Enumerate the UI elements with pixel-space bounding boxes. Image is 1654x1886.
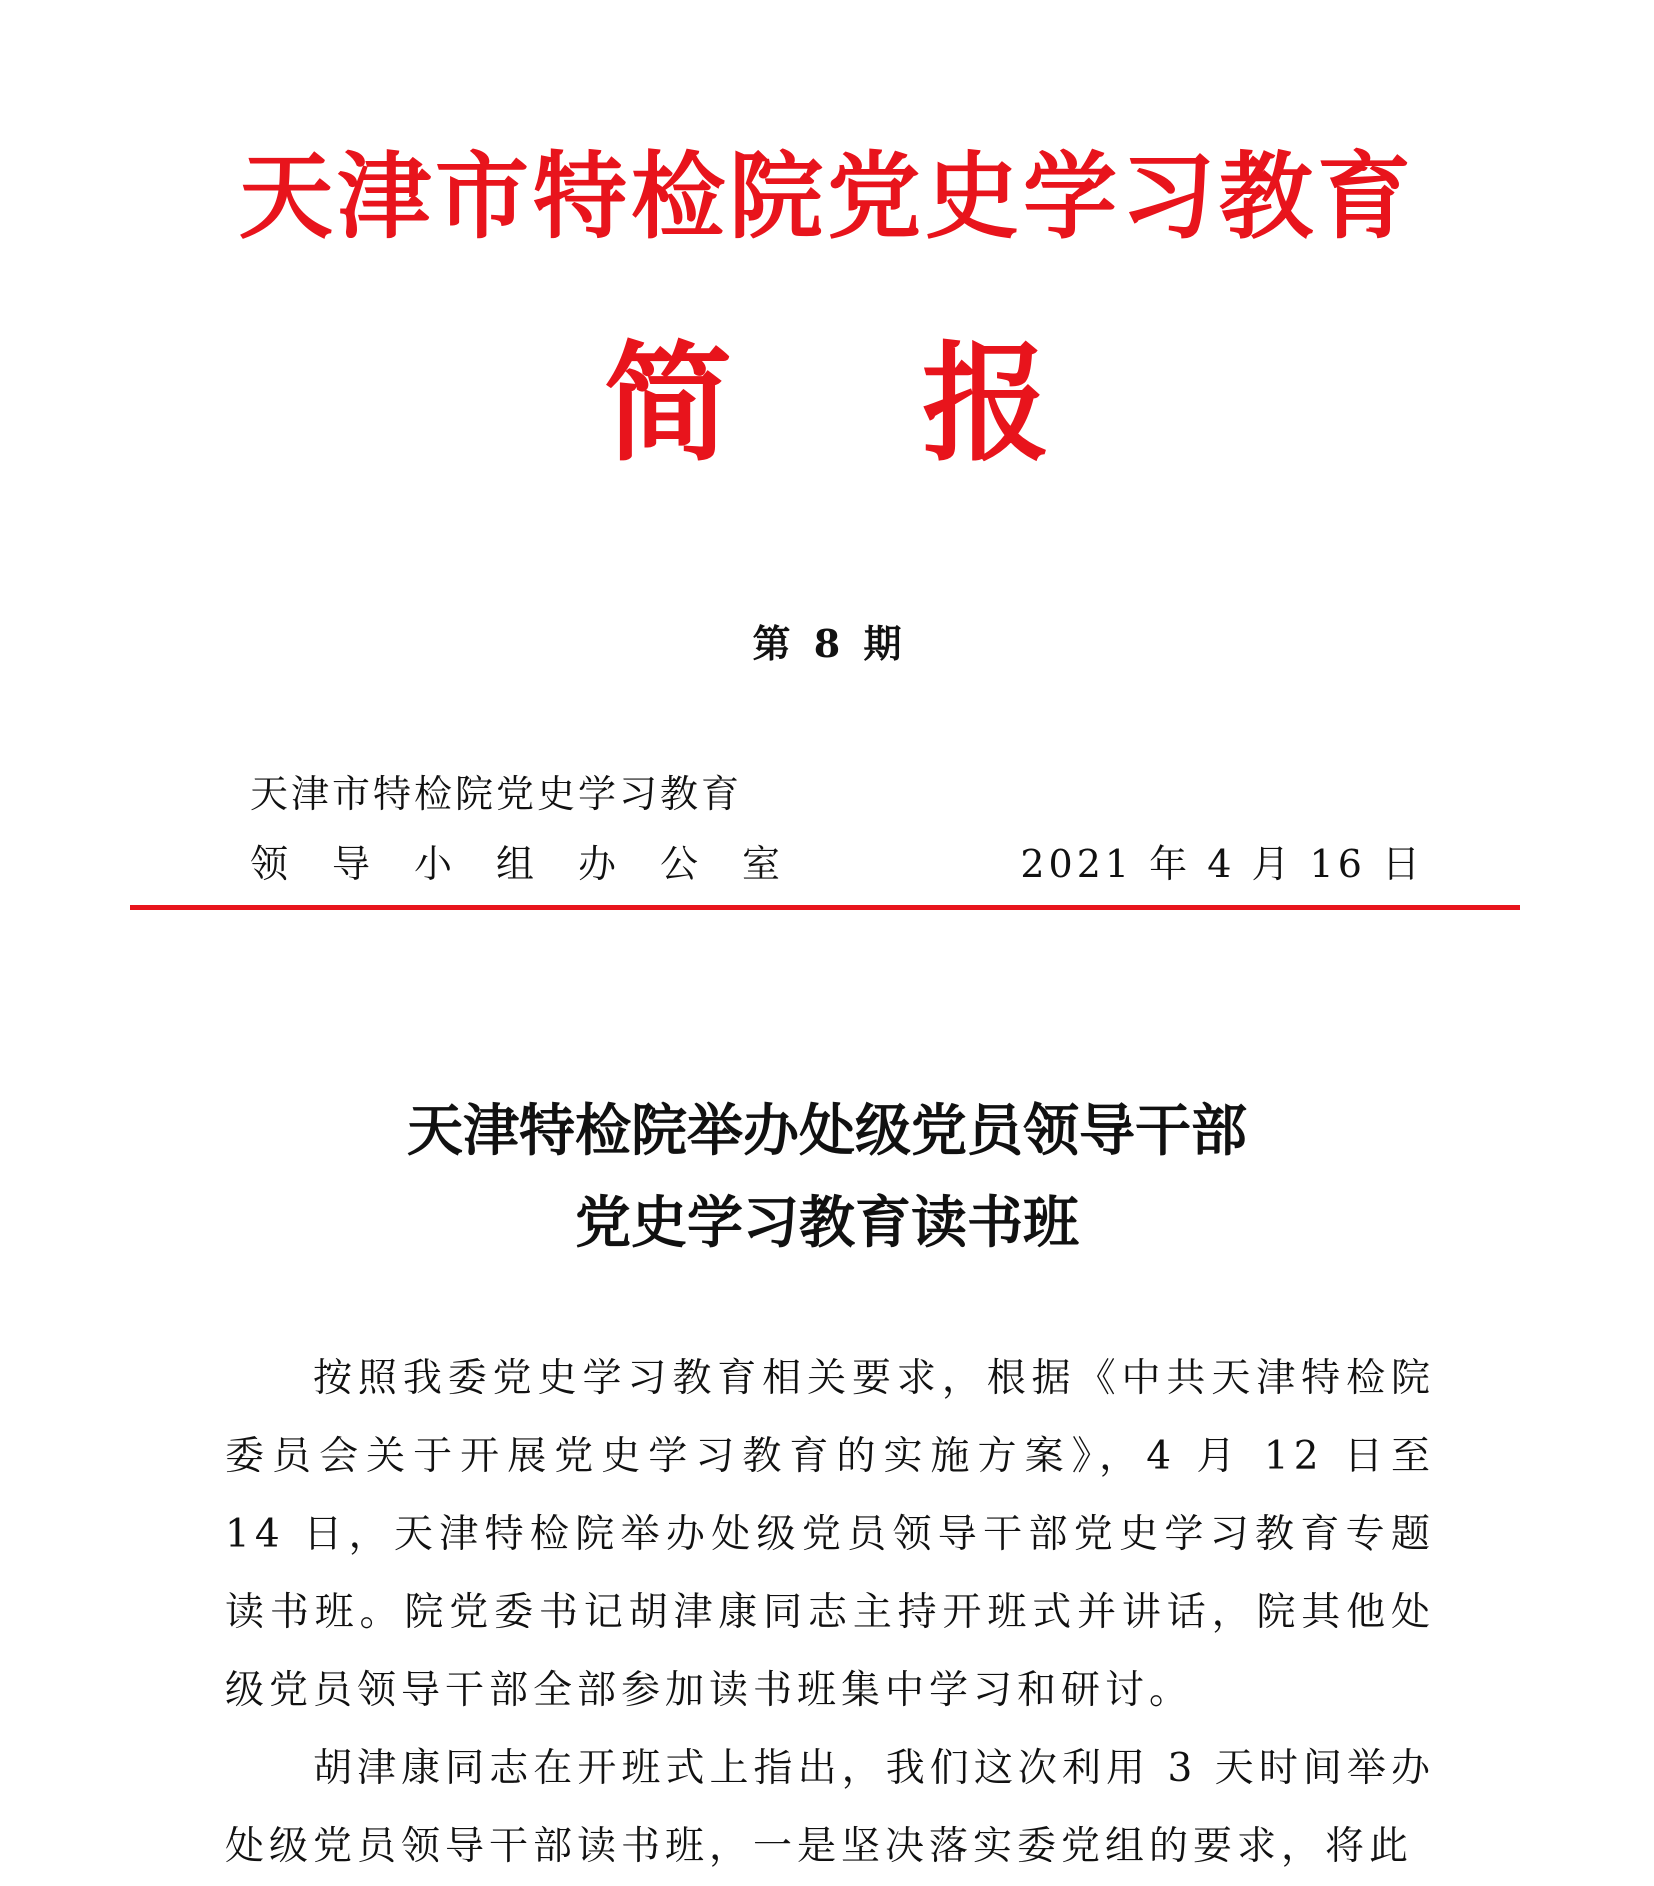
article-title xyxy=(0,1085,1654,1269)
issue-number: 第 8 期 xyxy=(752,621,902,666)
article-title-line-2: 党史学习教育读书班 xyxy=(575,1190,1079,1256)
issue-date: 2021 年 4 月 16 日 xyxy=(1020,842,1424,886)
paragraph: 胡津康同志在开班式上指出，我们这次利用 3 天时间举办处级党员领导干部读书班，一是坚决落实委党组的要求，将此 xyxy=(225,1746,1435,1869)
bulletin-subtitle-char-1: 简 xyxy=(603,329,732,479)
issuer-line-2: 领导小组办公室 xyxy=(250,842,825,886)
bulletin-subtitle xyxy=(0,329,1654,479)
bulletin-title: 天津市特检院党史学习教育 xyxy=(238,142,1415,252)
bulletin-subtitle-char-2: 报 xyxy=(922,329,1051,479)
issuer-line-1: 天津市特检院党史学习教育 xyxy=(250,772,743,816)
article-body xyxy=(225,1340,1435,1886)
article-title-line-1: 天津特检院举办处级党员领导干部 xyxy=(407,1098,1247,1164)
red-divider xyxy=(130,905,1520,910)
paragraph: 按照我委党史学习教育相关要求，根据《中共天津特检院委员会关于开展党史学习教育的实施方案》，4 月 12 日至 14 日，天津特检院举办处级党员领导干部党史学习教育专题读书班。院党委书记胡津康同志主持开班式并讲话，院其他处级党员领导干部全部参加读书班集中学习和研讨。 xyxy=(225,1356,1435,1713)
